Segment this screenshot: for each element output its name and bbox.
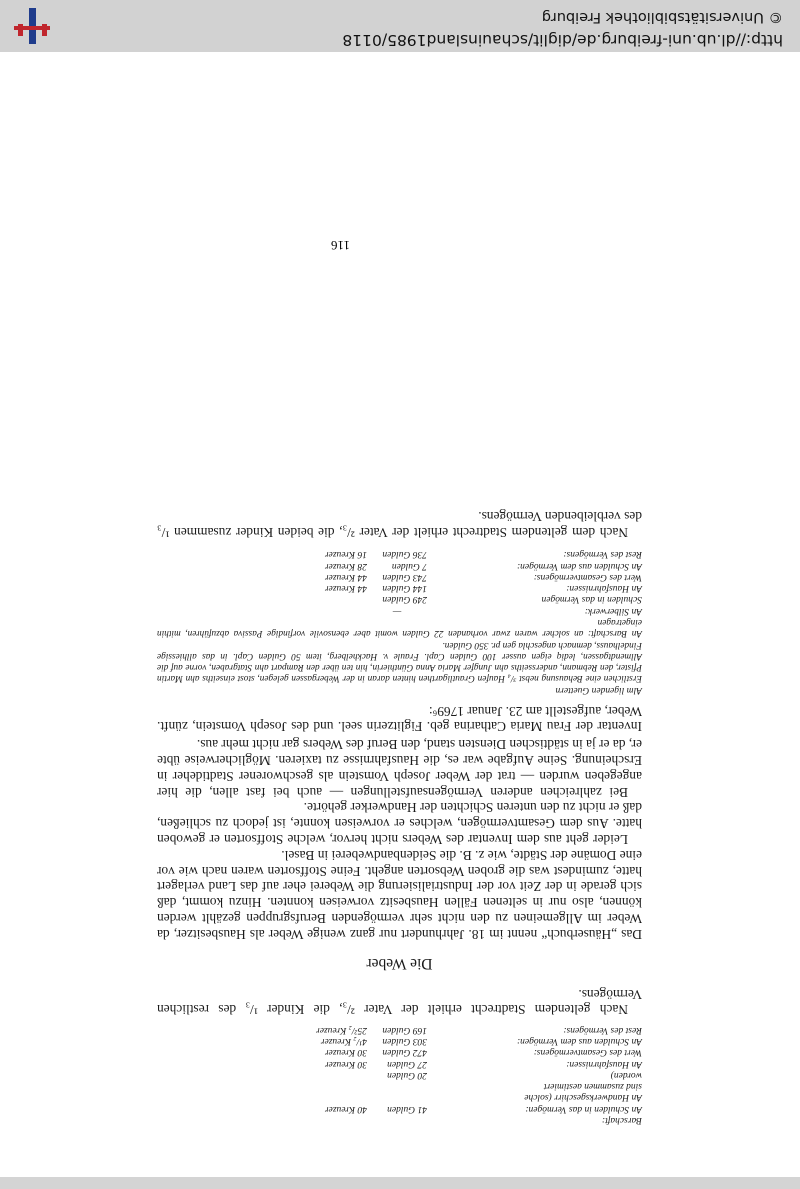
ub-freiburg-logo-icon [12,8,52,44]
table2-heading: Alm ligenden Guettern [555,684,642,695]
table-row: Rest des Vermögens: 169 Gulden 25²/₂ Kreuzer [316,1024,642,1035]
inventory-table-1 [157,1023,642,1125]
table-row: An Handwerksgeschirr (solche sind zusammen aestimiert worden) 20 Gulden [387,1069,642,1103]
table-row: Schulden in das Vermögen 249 Gulden [382,594,642,605]
page-number: 116 [330,238,350,253]
paragraph-inventory-title: Inventar der Frau Maria Catharina geb. Figlitzerin seel. und des Joseph Vomstein, zünft. Weber, aufgestellt am 23. Januar 1769⁶: [157,703,642,735]
table-row: Wert des Gesamtvermögens: 472 Gulden 30 Kreuzer [324,1047,642,1058]
table1-heading: Barschaft: [601,1115,642,1125]
paragraph-houses: Das „Häuserbuch“ nennt im 18. Jahrhundert nur ganz wenige Weber als Hausbesitzer, da Weber im Allgemeinen zu den nicht sehr vermögenden Berufsgruppen gezählt werden können, also nur in seltenen Fällen Hausbesitz vorweisen konnten. Hinzu kommt, daß sich gerade in der Zeit vor der Industrialisierung die Weberei eher auf das Land verlagert hatte, zumindest was die groben Websorten angeht. Feine Stoffsorten waren nach wie vor eine Domäne der Städte, wie z. B. die Seidenbandweberei in Basel. [157,847,642,942]
table-row: An Schulden aus dem Vermögen: 303 Gulden 4¹/₂ Kreuzer [320,1035,642,1046]
paragraph-inheritance-1: Nach geltendem Stadtrecht erhielt der Vater ²/₃, die Kinder ¹/₃ des restlichen Vermögens. [157,986,642,1018]
paragraph-inheritance-2: Nach dem geltendem Stadtrecht erhielt der Vater ²/₃, die beiden Kinder zusammen ¹/₃ des verbleibenden Vermögens. [157,509,642,540]
source-url-link[interactable]: http://dl.ub.uni-freiburg.de/diglit/schauinsland1985/0118 [342,31,783,49]
table-row: An Schulden in das Vermögen: 41 Gulden 40 Kreuzer [324,1103,642,1114]
table-row: Wert des Gesamtvermögens: 743 Gulden 44 Kreuzer [324,571,642,582]
table-row: An Hausfahrnissen: 27 Gulden 30 Kreuzer [324,1058,642,1069]
table-row: An Silberwerk: — [392,605,642,616]
inventory-table-2 [157,548,642,695]
table2-description: Erstlichen eine Behausung nebst ³/₄ Haufen Grautligarthen hinten daran in der Webergassen gelegen, stost einseiths ahn Martin Pfister, den Rebmann, andersseiths ahn Jungfer Maria Anna Günthierin, hin ten über den Rampart ahn Statgraben, vorne auf die Allmendtgassen, lediq eigen ausser 100 Gulden Capl. Fraule v. Hackhelberg, item 50 Gulden Capl. in das allhiessige Findelhauss, demnach angeschla gen pr. 350 Gulden. [157,639,642,684]
paragraph-inventory: Leider geht aus dem Inventar des Webers nicht hervor, welche Stoffsorten er gewoben hatte. Aus dem Gesamtvermögen, welches er vorweisen konnte, ist jedoch zu schließen, daß er nicht zu den unteren Schichten der Handwerker gehörte. [157,800,642,847]
section-title: Die Weber [366,954,433,972]
footer-bar [0,0,800,52]
copyright-notice: © Universitätsbibliothek Freiburg [541,9,783,25]
table-row: An Hausfahrnissen: 144 Gulden 44 Kreuzer [324,583,642,594]
paragraph-vomstein: Bei zahlreichen anderen Vermögensaufstellungen — auch bei fast allen, die hier angegeben wurden — trat der Weber Joseph Vomstein als geschworener Stadtideher in Erscheinung. Seine Aufgabe war es, die Hausfahrnisse zu taxieren. Möglicherweise übte er, da er ja in städtischen Diensten stand, den Beruf des Webers gar nicht mehr aus. [157,737,642,800]
table-row: An Schulden aus dem Vermögen: 7 Gulden 28 Kreuzer [324,560,642,571]
table2-note: An Barschaft: an solcher waren zwar vorhanden 22 Gulden womit aber ebensovile vorfindige Passiva abzuführen, mithin eingetragen [157,617,642,639]
top-scrollbar[interactable] [0,1177,800,1189]
page-content [157,508,642,1125]
table-row: Rest des Vermögens: 736 Gulden 16 Kreuzer [324,549,642,560]
